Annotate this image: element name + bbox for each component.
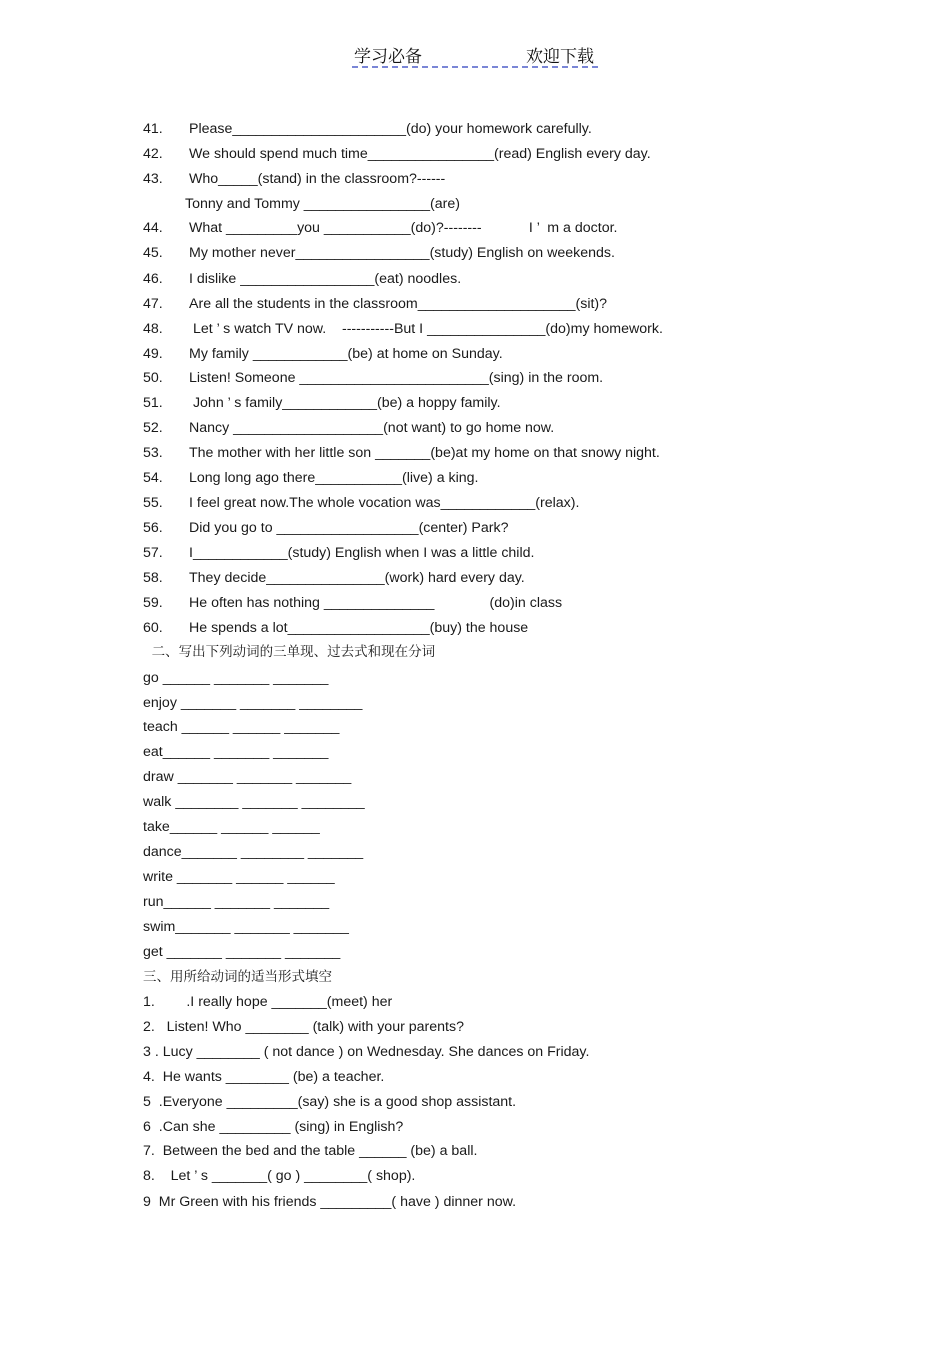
exercise-line <box>143 544 534 562</box>
exercise-line <box>143 619 528 637</box>
exercise-line <box>143 244 615 262</box>
item-text: Nancy ___________________(not want) to go home now. <box>189 420 555 436</box>
item-text: Are all the students in the classroom____________________(sit)? <box>189 296 608 312</box>
item-text: He spends a lot__________________(buy) the house <box>189 620 529 636</box>
item-number: 52. <box>143 420 163 436</box>
exercise-line <box>143 469 479 487</box>
item-text: Please______________________(do) your homework carefully. <box>189 121 592 137</box>
exercise-line: 2. Listen! Who ________ (talk) with your parents? <box>143 1019 464 1035</box>
exercise-line <box>143 444 660 462</box>
item-text: What _________you ___________(do)?-------- I ’ m a doctor. <box>189 220 618 236</box>
item-text: My mother never_________________(study) English on weekends. <box>189 245 615 261</box>
verb-line: swim_______ _______ _______ <box>143 919 349 935</box>
exercise-line <box>143 519 508 537</box>
exercise-line <box>143 369 603 387</box>
exercise-line <box>143 270 461 288</box>
exercise-line <box>143 345 503 363</box>
exercise-line <box>143 494 579 512</box>
item-text: I feel great now.The whole vocation was____________(relax). <box>189 495 580 511</box>
item-number: 41. <box>143 121 163 137</box>
exercise-line <box>143 219 617 237</box>
section-3-title: 三、用所给动词的适当形式填空 <box>143 969 332 985</box>
verb-line: write _______ ______ ______ <box>143 869 335 885</box>
item-number: 53. <box>143 445 163 461</box>
item-number: 49. <box>143 346 163 362</box>
verb-line: eat______ _______ _______ <box>143 744 329 760</box>
exercise-line <box>143 295 607 313</box>
item-text: I____________(study) English when I was a little child. <box>189 545 535 561</box>
verb-line: walk ________ _______ ________ <box>143 794 365 810</box>
item-text: Tonny and Tommy ________________(are) <box>185 196 461 212</box>
page-header <box>352 40 598 68</box>
item-number: 43. <box>143 171 163 187</box>
verb-line: teach ______ ______ _______ <box>143 719 340 735</box>
exercise-line: 8. Let ’ s _______( go ) ________( shop). <box>143 1168 416 1184</box>
verb-line: enjoy _______ _______ ________ <box>143 695 363 711</box>
item-number: 56. <box>143 520 163 536</box>
item-number: 50. <box>143 370 163 386</box>
item-text: I dislike _________________(eat) noodles. <box>189 271 462 287</box>
exercise-line <box>143 145 651 163</box>
item-number: 48. <box>143 321 163 337</box>
exercise-line: 5 .Everyone _________(say) she is a good shop assistant. <box>143 1094 517 1110</box>
item-number: 60. <box>143 620 163 636</box>
verb-line: draw _______ _______ _______ <box>143 769 352 785</box>
header-right-text: 欢迎下载 <box>526 47 594 67</box>
verb-line: get _______ _______ _______ <box>143 944 341 960</box>
item-number: 44. <box>143 220 163 236</box>
verb-line: run______ _______ _______ <box>143 894 330 910</box>
item-text: Who_____(stand) in the classroom?------ <box>189 171 446 187</box>
item-text: John ’ s family____________(be) a hoppy family. <box>189 395 501 411</box>
item-text: We should spend much time________________(read) English every day. <box>189 146 651 162</box>
item-text: Listen! Someone ________________________(sing) in the room. <box>189 370 604 386</box>
item-number: 51. <box>143 395 163 411</box>
exercise-line: 4. He wants ________ (be) a teacher. <box>143 1069 385 1085</box>
item-text: The mother with her little son _______(be)at my home on that snowy night. <box>189 445 660 461</box>
verb-line: take______ ______ ______ <box>143 819 320 835</box>
exercise-line: 1. .I really hope _______(meet) her <box>143 994 393 1010</box>
item-text: He often has nothing ______________ (do)in class <box>189 595 563 611</box>
verb-line: dance_______ ________ _______ <box>143 844 364 860</box>
exercise-line: 3 . Lucy ________ ( not dance ) on Wednesday. She dances on Friday. <box>143 1044 590 1060</box>
exercise-line <box>143 394 501 412</box>
exercise-line <box>143 320 663 338</box>
item-number: 46. <box>143 271 163 287</box>
exercise-line: 9 Mr Green with his friends _________( have ) dinner now. <box>143 1194 517 1210</box>
item-number: 59. <box>143 595 163 611</box>
exercise-line <box>143 419 554 437</box>
exercise-line <box>143 594 562 612</box>
item-number: 54. <box>143 470 163 486</box>
exercise-line <box>143 170 445 188</box>
item-text: Did you go to __________________(center) Park? <box>189 520 509 536</box>
exercise-line-continuation <box>185 195 460 213</box>
exercise-line: 7. Between the bed and the table ______ (be) a ball. <box>143 1143 478 1159</box>
section-2-title: 二、写出下列动词的三单现、过去式和现在分词 <box>143 644 436 660</box>
exercise-line: 6 .Can she _________ (sing) in English? <box>143 1119 404 1135</box>
item-number: 45. <box>143 245 163 261</box>
item-text: Let ’ s watch TV now. -----------But I _______________(do)my homework. <box>189 321 663 337</box>
item-number: 58. <box>143 570 163 586</box>
item-number: 55. <box>143 495 163 511</box>
item-text: Long long ago there___________(live) a king. <box>189 470 479 486</box>
item-text: My family ____________(be) at home on Sunday. <box>189 346 503 362</box>
header-left-text: 学习必备 <box>354 47 422 67</box>
item-number: 57. <box>143 545 163 561</box>
item-number: 47. <box>143 296 163 312</box>
item-number: 42. <box>143 146 163 162</box>
exercise-line <box>143 120 592 138</box>
verb-line: go ______ _______ _______ <box>143 670 329 686</box>
exercise-line <box>143 569 525 587</box>
item-text: They decide_______________(work) hard every day. <box>189 570 525 586</box>
